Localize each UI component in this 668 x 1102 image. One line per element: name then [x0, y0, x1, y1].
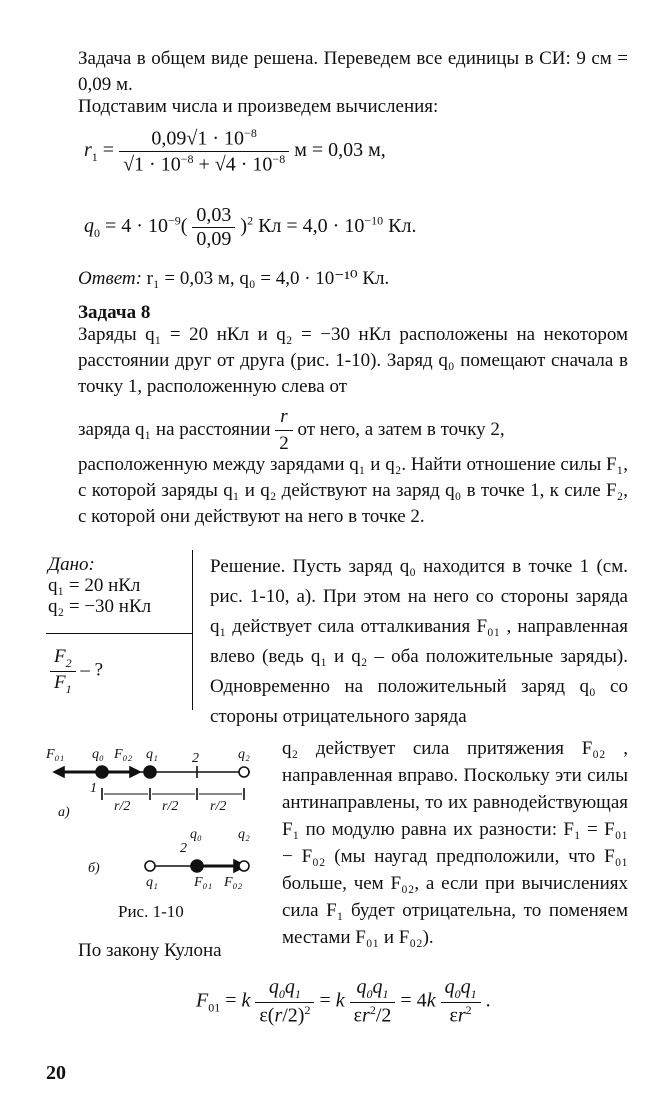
coulomb-heading: По закону Кулона: [78, 940, 222, 961]
svg-text:1: 1: [90, 781, 97, 796]
arrow-head-f02: [130, 767, 140, 777]
task-text-2b: от него, а затем в точку 2,: [297, 418, 505, 440]
charge-q1-b: [145, 861, 155, 871]
figure-1-10: [40, 738, 280, 898]
solution-paragraph-2: q₂ действует сила притяжения F₀₂ , направленная вправо. Поскольку эти силы антинаправлены, то их равнодействующая F₁ по модулю равна их разности: F₁ = F₀₁ − F₀₂ (мы наугад предположили, что F₀₁ больше, чем F₀₂, а если при вычислениях сила F₁ будет отрицательна, то поменяем местами F₀₁ и F₀₂).: [282, 738, 628, 948]
svg-text:2: 2: [192, 751, 199, 766]
svg-text:q₁: q₁: [146, 875, 158, 890]
figure-caption: Рис. 1-10: [118, 902, 184, 921]
solution-paragraph: Решение. Пусть заряд q₀ находится в точке 1 (см. рис. 1-10, а). При этом на него со стороны заряда q₁ действует сила отталкивания F₀₁ , направленная влево (ведь q₁ и q₂ – оба положительные заряды). Одновременно на положительный заряд q₀ со стороны отрицательного заряда: [210, 556, 628, 727]
svg-text:r/2: r/2: [210, 799, 227, 814]
coulomb-formula: $F_{01} = k$ $\frac{q_0q_1}{\varepsilon(r/2)^2}$ = k $\frac{q_0q_1}{\varepsilon r^2/2}$ = 4k $\frac{q_0q_1}{\varepsilon r^2}$ .: [196, 976, 491, 1027]
svg-text:а): а): [58, 805, 70, 820]
intro-paragraph: Задача в общем виде решена. Переведем все единицы в СИ: 9 см = 0,09 м.: [78, 48, 628, 95]
answer-line: [78, 266, 628, 292]
svg-text:2: 2: [180, 841, 187, 856]
task-text-3: расположенную между зарядами q₁ и q₂. Найти отношение силы F₁, с которой заряды q₁ и q₂ действуют на заряд q₀ в точке 1, к силе F₂, с которой они действуют на него в точке 2.: [78, 454, 628, 527]
svg-text:r/2: r/2: [162, 799, 179, 814]
fraction-r-over-2: $\frac{r}{2}$: [275, 404, 293, 457]
answer-text: r₁ = 0,03 м, q₀ = 4,0 · 10⁻¹⁰ Кл.: [146, 268, 390, 289]
given-q1: q₁ = 20 нКл: [48, 575, 141, 596]
svg-text:F₀₁: F₀₁: [46, 747, 65, 762]
charge-q0-a: [96, 766, 108, 778]
charge-q1-a: [144, 766, 156, 778]
task-text-1: Заряды q₁ = 20 нКл и q₂ = −30 нКл расположены на некотором расстоянии друг от друга (рис. 1-10). Заряд q₀ помещают сначала в точку 1, расположенную слева от: [78, 324, 628, 397]
find-text: – ?: [80, 659, 104, 681]
svg-text:q₂: q₂: [238, 827, 250, 842]
arrow-head-f01: [54, 767, 64, 777]
svg-text:q₂: q₂: [238, 747, 250, 762]
given-title: Дано:: [48, 554, 95, 575]
equation-q0: $q_0 = 4 \cdot 10^{-9}$( $\frac{0,03}{0,09}$ )$^2$ Кл = $4,0 \cdot 10^{-10}$ Кл.: [84, 204, 417, 250]
find-block: $\frac{F_2}{F_1}$ – ?: [50, 646, 103, 697]
svg-text:F₀₂: F₀₂: [224, 875, 243, 890]
given-q2: q₂ = −30 нКл: [48, 596, 152, 617]
task-text-2: [78, 404, 628, 454]
svg-text:б): б): [88, 861, 100, 876]
svg-text:F₀₁: F₀₁: [194, 875, 213, 890]
given-divider: [46, 633, 192, 634]
task-title: Задача 8: [78, 302, 151, 323]
task-text-2a: заряда q₁ на расстоянии: [78, 418, 271, 440]
given-block: [48, 554, 190, 617]
given-vertical-line: [192, 550, 193, 710]
equation-r1: $r_1$ = $\frac{0,09√1 \cdot 10^{-8}}{√1 \cdot 10^{-8} + √4 \cdot 10^{-8}}$ м = 0,03 м,: [84, 126, 386, 176]
page-number: 20: [46, 1062, 66, 1084]
svg-text:q₀: q₀: [190, 827, 202, 842]
charge-q2-b: [239, 861, 249, 871]
svg-text:F₀₂: F₀₂: [114, 747, 133, 762]
answer-label: Ответ:: [78, 268, 142, 289]
svg-text:q₀: q₀: [92, 747, 104, 762]
intro-paragraph-2: Подставим числа и произведем вычисления:: [78, 96, 439, 117]
svg-text:q₁: q₁: [146, 747, 158, 762]
charge-q2-a: [239, 767, 249, 777]
svg-text:r/2: r/2: [114, 799, 131, 814]
